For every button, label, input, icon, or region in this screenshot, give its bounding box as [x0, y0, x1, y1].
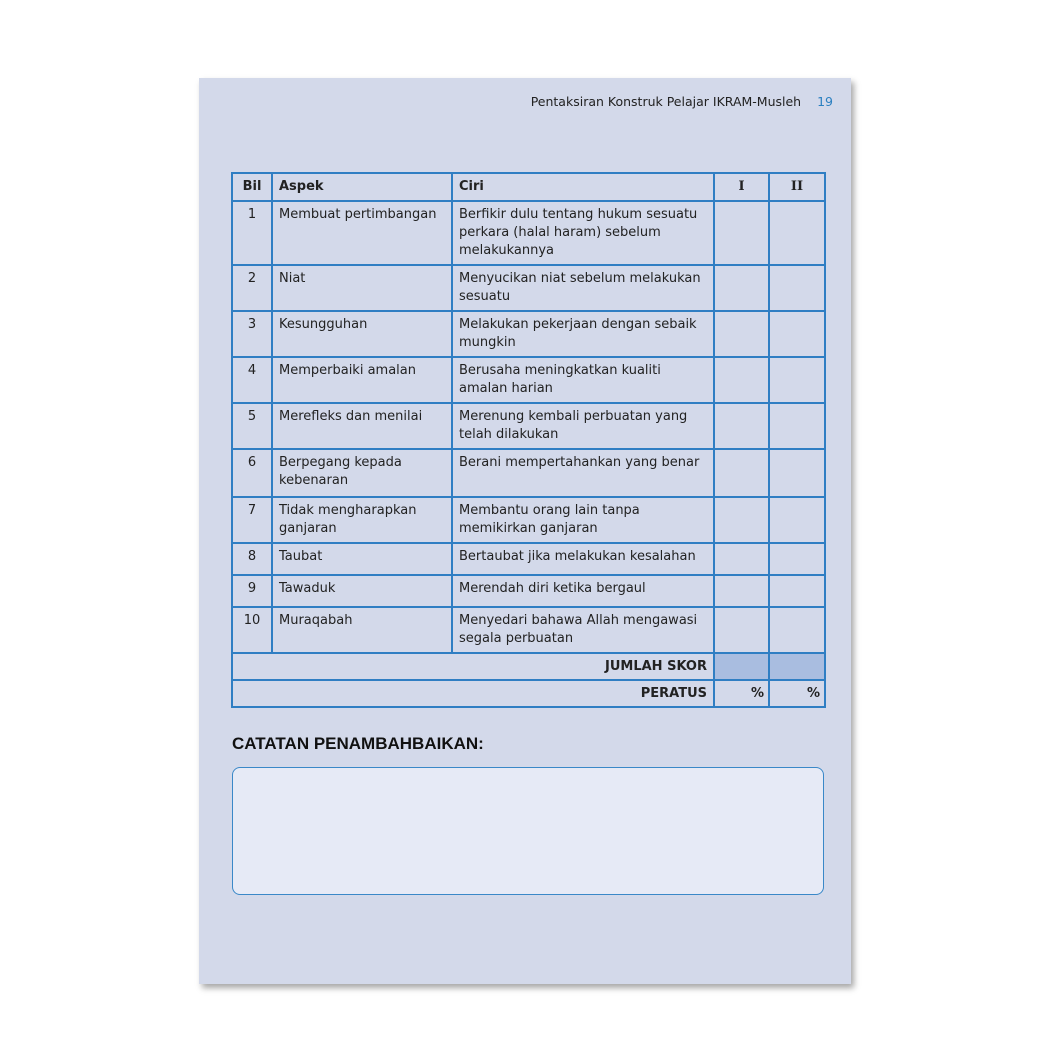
row-ciri: Merendah diri ketika bergaul: [452, 575, 714, 607]
score-cell-i[interactable]: [714, 201, 769, 265]
percent-cell-i[interactable]: %: [714, 680, 769, 707]
score-cell-i[interactable]: [714, 607, 769, 653]
score-cell-ii[interactable]: [769, 265, 825, 311]
page-header: [531, 94, 833, 109]
row-aspek: Memperbaiki amalan: [272, 357, 452, 403]
row-bil: 3: [232, 311, 272, 357]
header-col-i: I: [714, 173, 769, 201]
table-row: [232, 201, 825, 265]
header-ciri: Ciri: [452, 173, 714, 201]
row-aspek: Kesungguhan: [272, 311, 452, 357]
total-row: [232, 653, 825, 680]
row-ciri: Merenung kembali perbuatan yang telah dilakukan: [452, 403, 714, 449]
row-ciri: Melakukan pekerjaan dengan sebaik mungkin: [452, 311, 714, 357]
table-row: [232, 265, 825, 311]
total-score-cell-ii[interactable]: [769, 653, 825, 680]
score-cell-i[interactable]: [714, 497, 769, 543]
table-row: [232, 449, 825, 497]
row-aspek: Membuat pertimbangan: [272, 201, 452, 265]
row-ciri: Berfikir dulu tentang hukum sesuatu perkara (halal haram) sebelum melakukannya: [452, 201, 714, 265]
header-aspek: Aspek: [272, 173, 452, 201]
row-aspek: Berpegang kepada kebenaran: [272, 449, 452, 497]
row-bil: 7: [232, 497, 272, 543]
score-cell-i[interactable]: [714, 265, 769, 311]
header-bil: Bil: [232, 173, 272, 201]
table-row: [232, 543, 825, 575]
score-cell-i[interactable]: [714, 311, 769, 357]
row-bil: 8: [232, 543, 272, 575]
score-cell-ii[interactable]: [769, 497, 825, 543]
score-cell-i[interactable]: [714, 403, 769, 449]
row-ciri: Berani mempertahankan yang benar: [452, 449, 714, 497]
rubric-table: [231, 172, 826, 708]
percent-label: PERATUS: [232, 680, 714, 707]
total-score-cell-i[interactable]: [714, 653, 769, 680]
row-bil: 4: [232, 357, 272, 403]
score-cell-ii[interactable]: [769, 575, 825, 607]
table-row: [232, 497, 825, 543]
row-bil: 10: [232, 607, 272, 653]
row-aspek: Tawaduk: [272, 575, 452, 607]
row-aspek: Taubat: [272, 543, 452, 575]
row-aspek: Tidak mengharapkan ganjaran: [272, 497, 452, 543]
row-bil: 9: [232, 575, 272, 607]
table-header-row: [232, 173, 825, 201]
row-aspek: Muraqabah: [272, 607, 452, 653]
row-ciri: Berusaha meningkatkan kualiti amalan harian: [452, 357, 714, 403]
page-number: 19: [817, 94, 833, 109]
score-cell-i[interactable]: [714, 543, 769, 575]
percent-cell-ii[interactable]: %: [769, 680, 825, 707]
header-col-ii: II: [769, 173, 825, 201]
table-row: [232, 607, 825, 653]
row-ciri: Menyedari bahawa Allah mengawasi segala perbuatan: [452, 607, 714, 653]
score-cell-i[interactable]: [714, 449, 769, 497]
score-cell-ii[interactable]: [769, 449, 825, 497]
table-row: [232, 311, 825, 357]
row-ciri: Bertaubat jika melakukan kesalahan: [452, 543, 714, 575]
score-cell-ii[interactable]: [769, 357, 825, 403]
row-aspek: Niat: [272, 265, 452, 311]
row-ciri: Menyucikan niat sebelum melakukan sesuatu: [452, 265, 714, 311]
notes-box[interactable]: [232, 767, 824, 895]
score-cell-ii[interactable]: [769, 311, 825, 357]
table-row: [232, 575, 825, 607]
row-bil: 6: [232, 449, 272, 497]
total-score-label: JUMLAH SKOR: [232, 653, 714, 680]
row-bil: 2: [232, 265, 272, 311]
row-aspek: Merefleks dan menilai: [272, 403, 452, 449]
table-row: [232, 357, 825, 403]
table-row: [232, 403, 825, 449]
score-cell-ii[interactable]: [769, 543, 825, 575]
row-ciri: Membantu orang lain tanpa memikirkan ganjaran: [452, 497, 714, 543]
score-cell-ii[interactable]: [769, 403, 825, 449]
notes-title: CATATAN PENAMBAHBAIKAN:: [232, 734, 484, 753]
row-bil: 5: [232, 403, 272, 449]
header-title: Pentaksiran Konstruk Pelajar IKRAM-Musleh: [530, 94, 802, 109]
score-cell-ii[interactable]: [769, 201, 825, 265]
percent-row: [232, 680, 825, 707]
row-bil: 1: [232, 201, 272, 265]
worksheet-page: [199, 78, 851, 984]
score-cell-ii[interactable]: [769, 607, 825, 653]
score-cell-i[interactable]: [714, 575, 769, 607]
score-cell-i[interactable]: [714, 357, 769, 403]
